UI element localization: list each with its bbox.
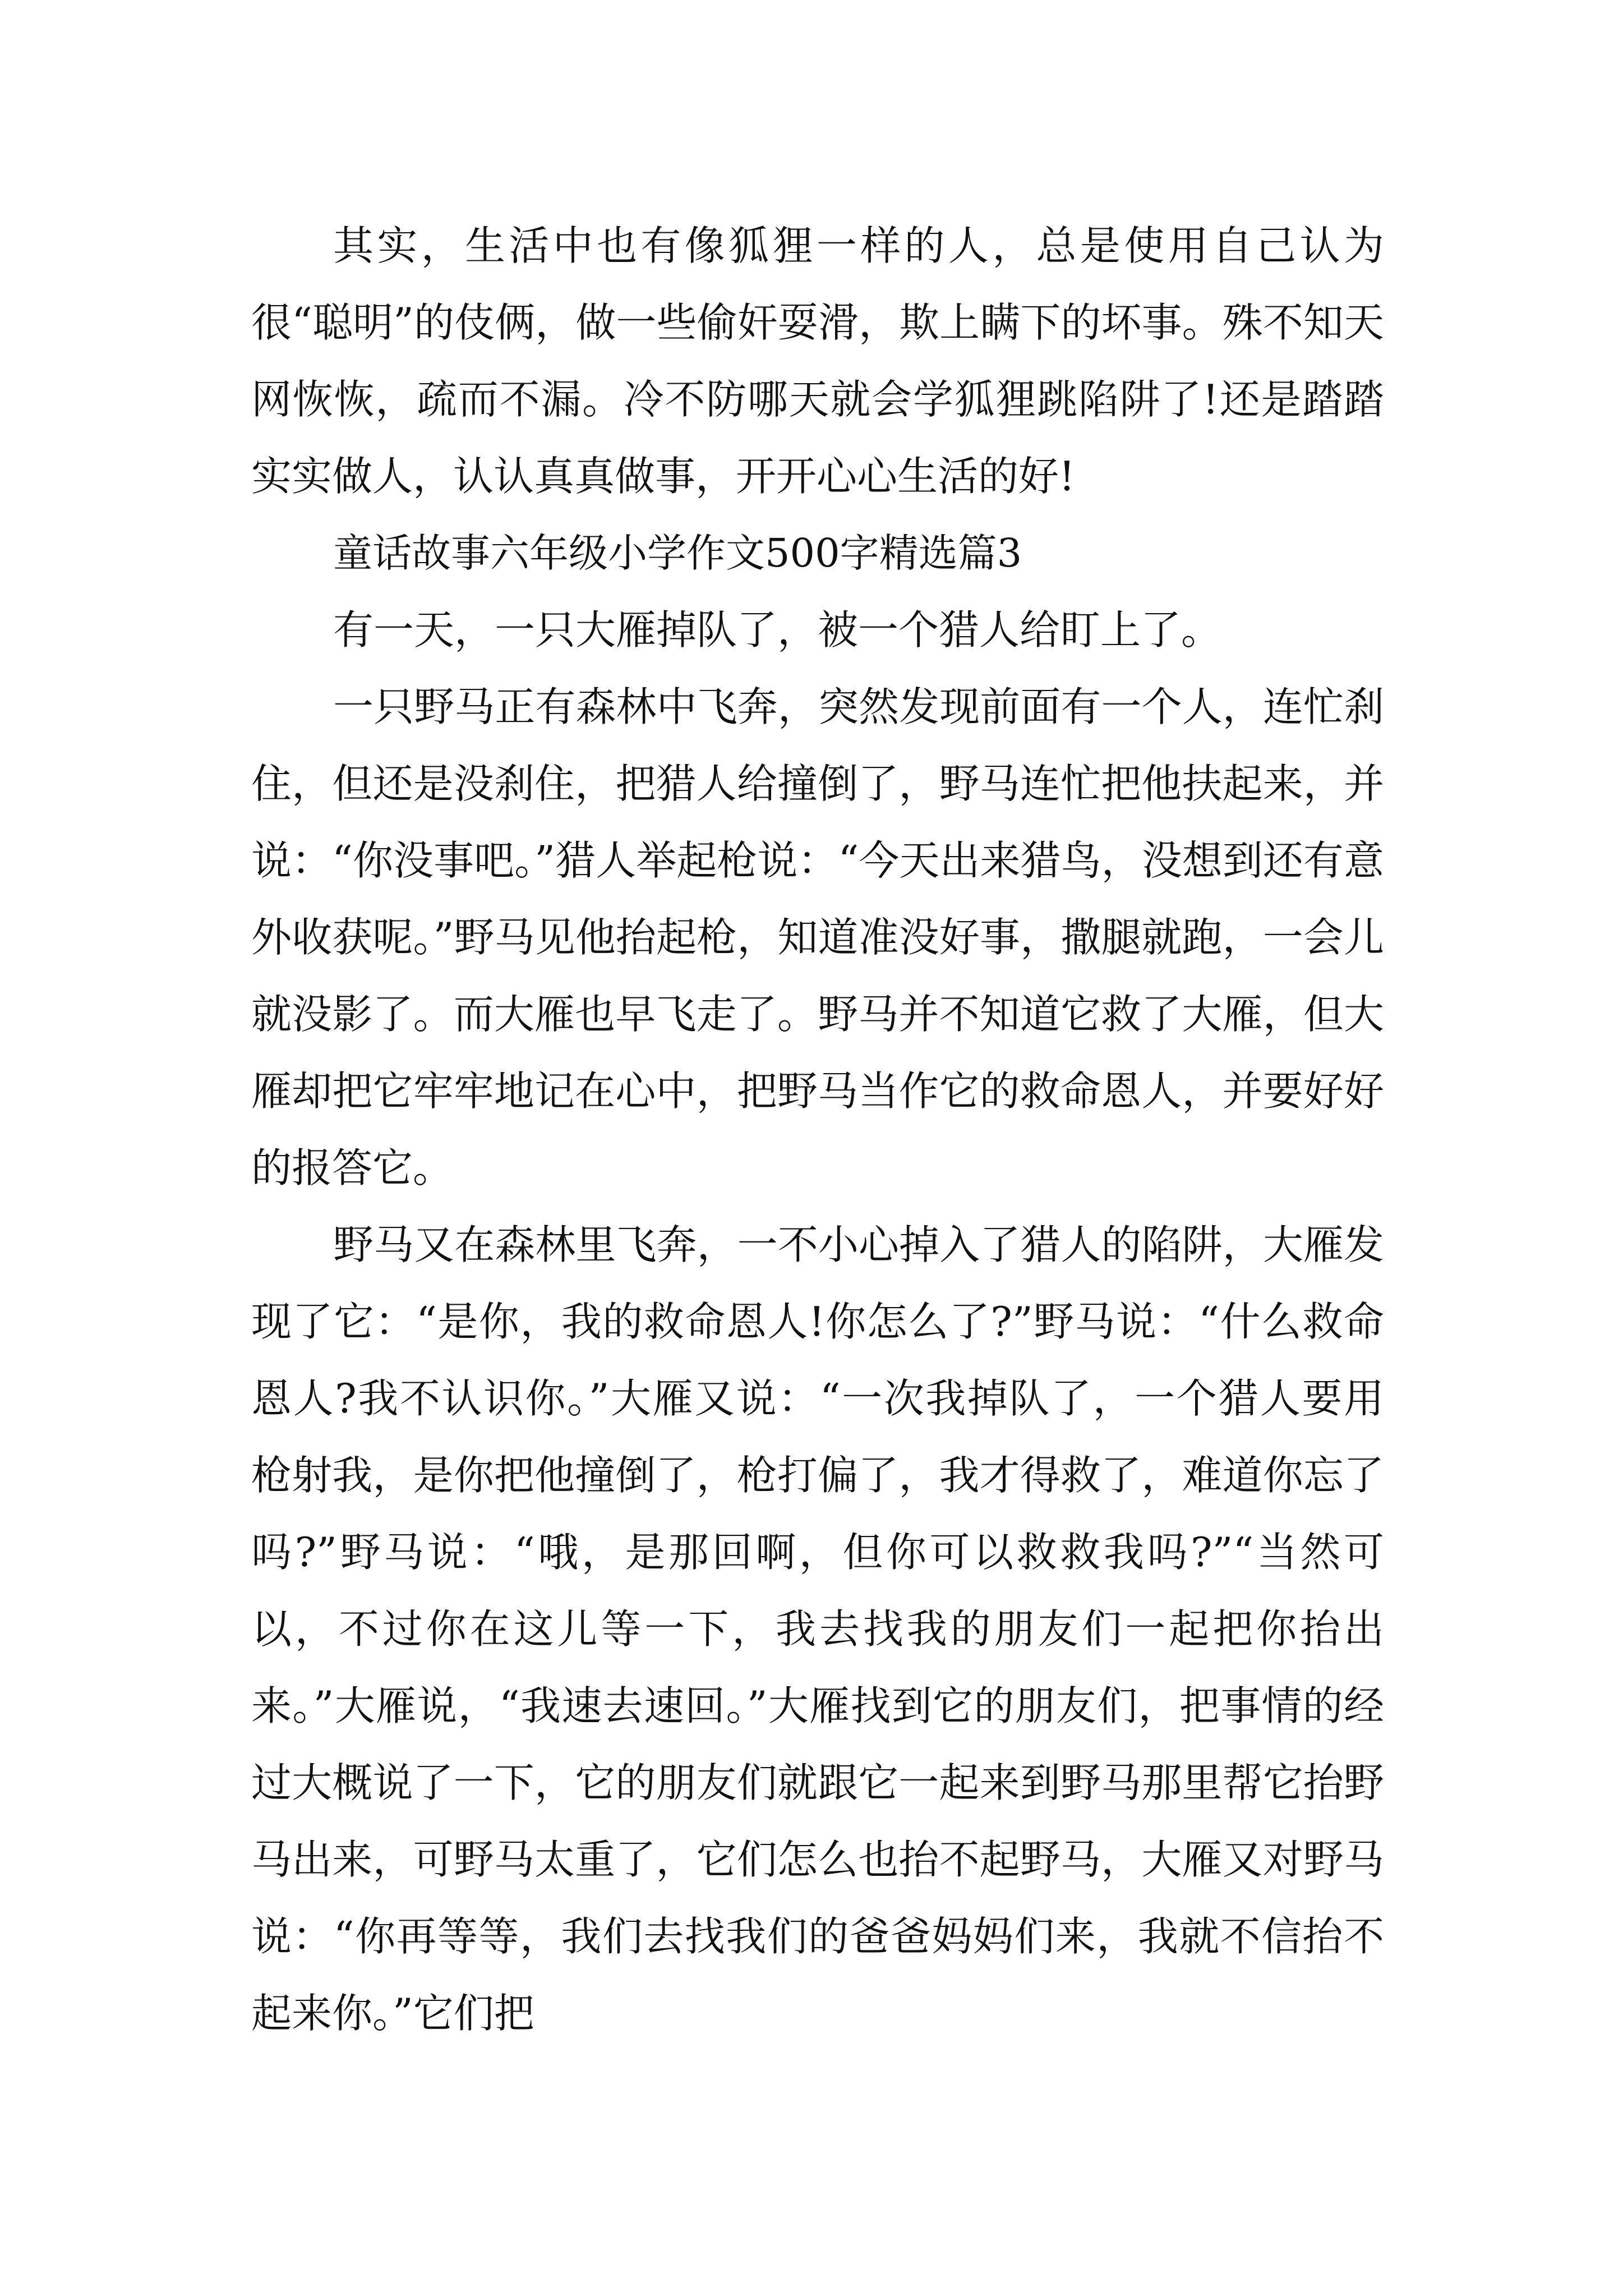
paragraph-story-2: 野马又在森林里飞奔，一不小心掉入了猎人的陷阱，大雁发现了它：“是你，我的救命恩人!你怎么了?”野马说：“什么救命恩人?我不认识你。”大雁又说：“一次我掉队了，一个猎人要用枪射我，是你把他撞倒了，枪打偏了，我才得救了，难道你忘了吗?”野马说：“哦，是那回啊，但你可以救救我吗?”“当然可以，不过你在这儿等一下，我去找我的朋友们一起把你抬出来。”大雁说，“我速去速回。”大雁找到它的朋友们，把事情的经过大概说了一下，它的朋友们就跟它一起来到野马那里帮它抬野马出来，可野马太重了，它们怎么也抬不起野马，大雁又对野马说：“你再等等，我们去找我们的爸爸妈妈们来，我就不信抬不起来你。”它们把	[251, 1221, 1384, 2037]
section-heading: 童话故事六年级小学作文500字精选篇3	[333, 530, 1022, 576]
paragraph-story-1: 一只野马正有森林中飞奔，突然发现前面有一个人，连忙刹住，但还是没刹住，把猎人给撞倒了，野马连忙把他扶起来，并说：“你没事吧。”猎人举起枪说：“今天出来猎鸟，没想到还有意外收获呢。”野马见他抬起枪，知道准没好事，撒腿就跑，一会儿就没影了。而大雁也早飞走了。野马并不知道它救了大雁，但大雁却把它牢牢地记在心中，把野马当作它的救命恩人，并要好好的报答它。	[251, 683, 1384, 1191]
paragraph-intro: 有一天，一只大雁掉队了，被一个猎人给盯上了。	[333, 606, 1222, 654]
document-body	[251, 208, 1384, 2052]
paragraph-conclusion: 其实，生活中也有像狐狸一样的人，总是使用自己认为很“聪明”的伎俩，做一些偷奸耍滑，欺上瞒下的坏事。殊不知天网恢恢，疏而不漏。冷不防哪天就会学狐狸跳陷阱了!还是踏踏实实做人，认认真真做事，开开心心生活的好!	[251, 222, 1384, 500]
